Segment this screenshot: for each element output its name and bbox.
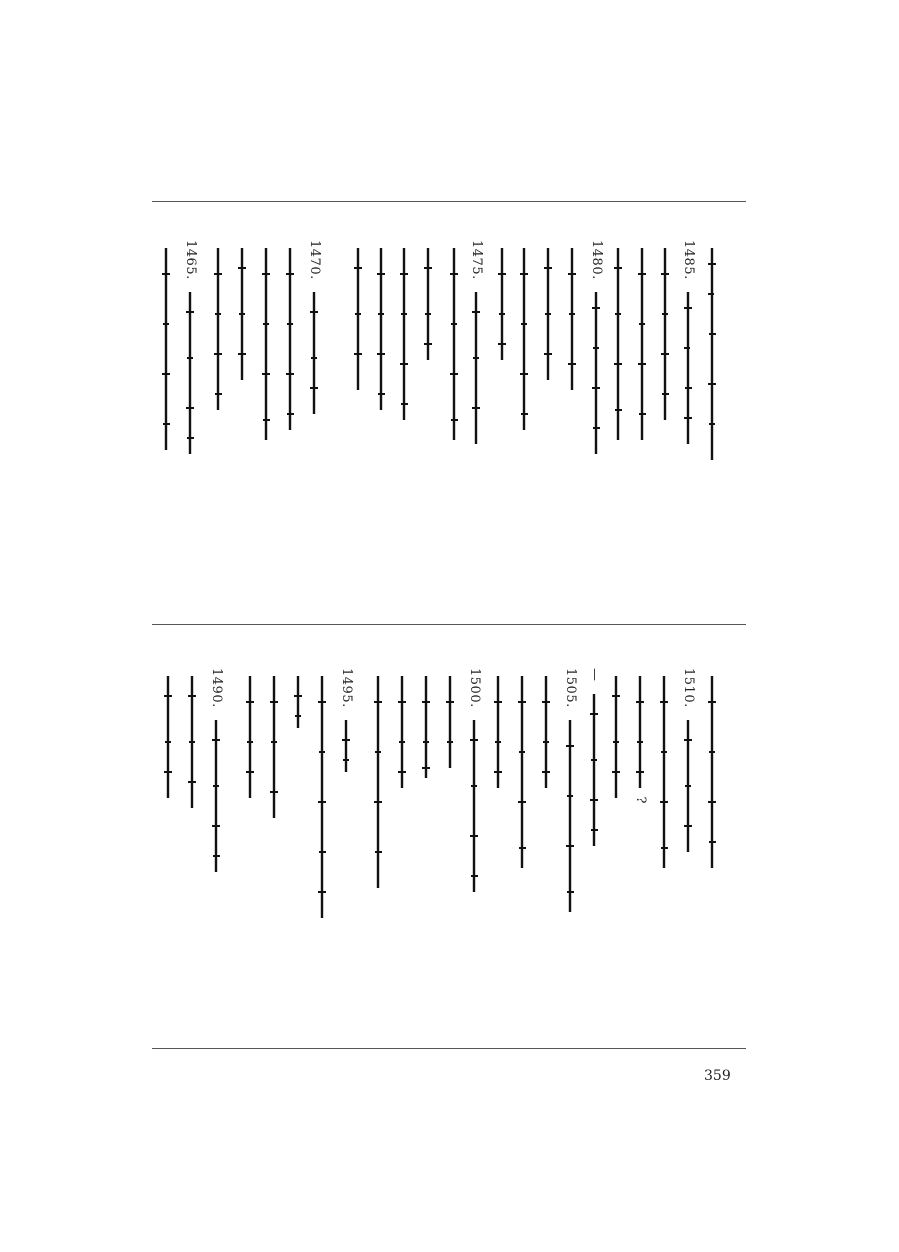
line-number: 1465. <box>183 240 198 280</box>
line-number: 1490. <box>209 668 224 708</box>
verse-line <box>158 240 174 454</box>
mongolian-script <box>609 672 623 802</box>
verse-line-1485 <box>680 240 696 448</box>
verse-line <box>564 240 580 394</box>
mongolian-script <box>371 672 385 892</box>
verse-line <box>184 668 200 812</box>
mongolian-script <box>633 672 647 792</box>
mongolian-script <box>397 244 411 424</box>
verse-line <box>656 668 672 872</box>
line-number: 1475. <box>469 240 484 280</box>
verse-line-1465 <box>182 240 198 458</box>
verse-line <box>540 240 556 384</box>
verse-line <box>242 668 258 802</box>
top-rule <box>152 201 746 202</box>
line-number: 1470. <box>307 240 322 280</box>
mongolian-script <box>259 244 273 444</box>
verse-line <box>350 240 366 394</box>
verse-line <box>290 668 306 732</box>
verse-line <box>442 668 458 772</box>
mongolian-script <box>339 716 353 776</box>
verse-line <box>266 668 282 822</box>
mongolian-script <box>307 288 321 418</box>
mongolian-script <box>635 244 649 444</box>
verse-line <box>516 240 532 434</box>
line-number: 1500. <box>467 668 482 708</box>
line-number: 1505. <box>563 668 578 708</box>
verse-line <box>446 240 462 444</box>
line-number: 1485. <box>681 240 696 280</box>
mongolian-script <box>517 244 531 434</box>
verse-line-1495 <box>338 668 354 776</box>
line-number: 1480. <box>589 240 604 280</box>
mongolian-script <box>515 672 529 872</box>
verse-line <box>586 668 602 850</box>
mongolian-script <box>681 716 695 856</box>
mongolian-script <box>611 244 625 444</box>
mongolian-script <box>235 244 249 384</box>
mongolian-script <box>447 244 461 444</box>
mongolian-script <box>491 672 505 792</box>
mongolian-script <box>419 672 433 782</box>
verse-line <box>538 668 554 792</box>
mongolian-script <box>658 244 672 424</box>
line-number: 1495. <box>339 668 354 708</box>
verse-line-1490 <box>208 668 224 876</box>
mongolian-script <box>589 288 603 458</box>
mongolian-script <box>563 716 577 916</box>
verse-line-1500 <box>466 668 482 896</box>
verse-line <box>282 240 298 434</box>
mongolian-script <box>657 672 671 872</box>
mongolian-script <box>395 672 409 792</box>
mongolian-script <box>539 672 553 792</box>
verse-line <box>610 240 626 444</box>
verse-line <box>490 668 506 792</box>
mongolian-script <box>351 244 365 394</box>
verse-line <box>370 668 386 892</box>
verse-line <box>373 240 389 414</box>
verse-line <box>418 668 434 782</box>
verse-line <box>514 668 530 872</box>
mongolian-script <box>159 244 173 454</box>
mongolian-script <box>185 672 199 812</box>
question-mark: ? <box>633 796 648 804</box>
verse-line <box>704 240 720 464</box>
verse-line <box>634 240 650 444</box>
em-dash: — <box>587 668 602 682</box>
mongolian-script <box>443 672 457 772</box>
verse-line <box>657 240 673 424</box>
verse-line <box>420 240 436 364</box>
mongolian-script <box>587 690 601 850</box>
page-number: 359 <box>704 1068 731 1084</box>
mongolian-script <box>283 244 297 434</box>
verse-line <box>494 240 510 364</box>
verse-line <box>210 240 226 414</box>
verse-line-1510 <box>680 668 696 856</box>
mongolian-script <box>243 672 257 802</box>
mongolian-script <box>565 244 579 394</box>
mongolian-script <box>541 244 555 384</box>
mongolian-script <box>681 288 695 448</box>
mongolian-script <box>183 288 197 458</box>
verse-line <box>258 240 274 444</box>
verse-line-1480 <box>588 240 604 458</box>
mongolian-script <box>495 244 509 364</box>
verse-line <box>632 668 648 804</box>
verse-line-1470 <box>306 240 322 418</box>
mongolian-script <box>211 244 225 414</box>
mongolian-script <box>421 244 435 364</box>
mongolian-script <box>469 288 483 448</box>
verse-line <box>608 668 624 802</box>
verse-line <box>234 240 250 384</box>
verse-line <box>396 240 412 424</box>
mongolian-script <box>705 244 719 464</box>
mongolian-script <box>315 672 329 922</box>
verse-line-1505 <box>562 668 578 916</box>
mongolian-script <box>467 716 481 896</box>
verse-line-1475 <box>468 240 484 448</box>
mongolian-script <box>267 672 281 822</box>
line-number: 1510. <box>681 668 696 708</box>
mongolian-script <box>291 672 305 732</box>
verse-line <box>394 668 410 792</box>
middle-rule <box>152 624 746 625</box>
verse-line <box>704 668 720 872</box>
mongolian-script <box>374 244 388 414</box>
mongolian-script <box>161 672 175 802</box>
mongolian-script <box>705 672 719 872</box>
verse-line <box>314 668 330 922</box>
bottom-rule <box>152 1048 746 1049</box>
mongolian-script <box>209 716 223 876</box>
verse-line <box>160 668 176 802</box>
